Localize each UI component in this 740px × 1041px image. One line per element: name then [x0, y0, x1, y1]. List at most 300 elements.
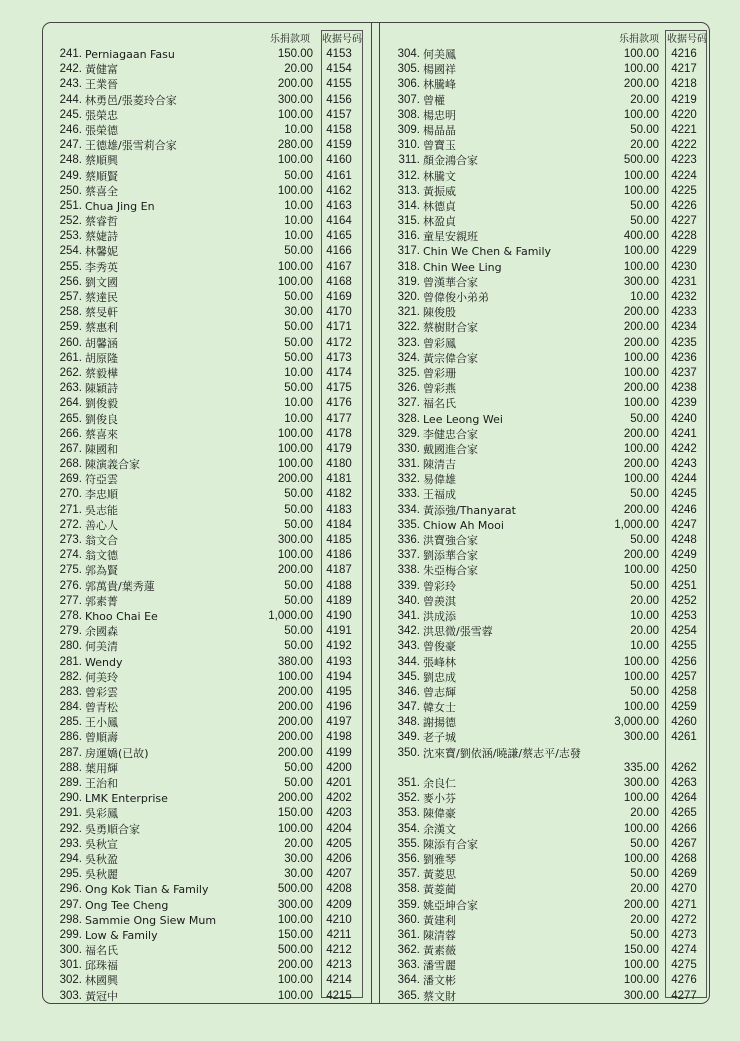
- receipt-number: 4257: [671, 670, 697, 683]
- receipt-number: 4262: [671, 761, 697, 774]
- receipt-number: 4259: [671, 701, 697, 714]
- donation-amount: 200.00: [277, 792, 313, 805]
- receipt-number: 4243: [671, 458, 697, 471]
- donor-name: 蔡順賢: [85, 169, 118, 183]
- receipt-number: 4226: [671, 199, 697, 212]
- item-number: 260.: [59, 336, 82, 349]
- list-item: [387, 973, 706, 988]
- receipt-number: 4248: [671, 534, 697, 546]
- item-number: 336.: [397, 534, 420, 546]
- item-number: 312.: [397, 169, 420, 182]
- list-item: [387, 169, 706, 184]
- donor-name: 余國森: [85, 625, 118, 639]
- donation-amount: 1,000.00: [614, 518, 659, 531]
- receipt-number: 4186: [326, 549, 352, 562]
- donation-amount: 20.00: [630, 139, 659, 152]
- donation-amount: 50.00: [630, 928, 659, 941]
- right-receipt-header: 收据号码: [667, 34, 707, 45]
- list-item: [49, 290, 367, 305]
- list-item: [49, 579, 367, 594]
- donation-amount: 20.00: [630, 913, 659, 926]
- item-number: 341.: [397, 609, 420, 622]
- list-item: [387, 806, 706, 821]
- item-number: 348.: [397, 716, 420, 729]
- donation-amount: 200.00: [623, 306, 659, 319]
- donation-amount: 50.00: [630, 837, 659, 850]
- left-donor-list: [49, 47, 367, 1004]
- donor-name: 蔡文財: [423, 989, 456, 1003]
- donation-amount: 10.00: [284, 412, 313, 425]
- receipt-number: 4183: [326, 503, 352, 516]
- item-number: 309.: [397, 123, 420, 136]
- donation-amount: 50.00: [284, 640, 313, 653]
- donation-amount: 150.00: [623, 944, 659, 957]
- donation-amount: 50.00: [630, 868, 659, 881]
- receipt-number: 4174: [326, 366, 352, 379]
- item-number: 266.: [59, 427, 82, 440]
- donor-name: 蔡喜來: [85, 427, 118, 441]
- list-item: [49, 563, 367, 578]
- donor-name: 王小鳳: [85, 716, 118, 730]
- list-item: [387, 123, 706, 138]
- donor-name: 林德貞: [423, 199, 456, 213]
- list-item: [49, 305, 367, 320]
- donation-amount: 200.00: [623, 321, 659, 334]
- receipt-number: 4268: [671, 852, 697, 865]
- item-number: 269.: [59, 473, 82, 486]
- column-divider: [371, 22, 380, 1004]
- receipt-number: 4270: [671, 883, 697, 896]
- donation-amount: 200.00: [623, 78, 659, 91]
- donation-amount: 50.00: [630, 685, 659, 698]
- donation-amount: 100.00: [623, 169, 659, 182]
- donation-amount: 50.00: [284, 291, 313, 303]
- list-item: [387, 928, 706, 943]
- item-number: 243.: [59, 78, 82, 91]
- donor-name: 麥小芬: [423, 792, 456, 806]
- item-number: 288.: [59, 761, 82, 774]
- item-number: 257.: [59, 291, 82, 303]
- receipt-number: 4185: [326, 534, 352, 546]
- item-number: 256.: [59, 275, 82, 288]
- donation-amount: 100.00: [277, 184, 313, 197]
- receipt-number: 4181: [326, 473, 352, 486]
- list-item: [387, 670, 706, 685]
- donor-name: 曾彩雲: [85, 685, 118, 699]
- list-item: [49, 730, 367, 745]
- list-item: [49, 685, 367, 700]
- donor-name: 劉俊毅: [85, 397, 118, 411]
- donation-amount: 300.00: [277, 534, 313, 546]
- receipt-number: 4156: [326, 93, 352, 106]
- donor-name: Ong Kok Tian & Family: [85, 883, 209, 897]
- item-number: 330.: [397, 442, 420, 455]
- receipt-number: 4265: [671, 807, 697, 820]
- donor-name: 姚亞坤合家: [423, 898, 478, 912]
- donation-amount: 500.00: [277, 944, 313, 957]
- item-number: 278.: [59, 609, 82, 622]
- item-number: 333.: [397, 488, 420, 501]
- receipt-number: 4276: [671, 974, 697, 987]
- list-item: [49, 715, 367, 730]
- donor-name: 黃菱蔺: [423, 883, 456, 897]
- donation-amount: 20.00: [630, 93, 659, 106]
- donation-amount: 10.00: [630, 640, 659, 653]
- list-item: [387, 138, 706, 153]
- donation-amount: 50.00: [630, 199, 659, 212]
- item-number: 332.: [397, 473, 420, 486]
- donor-name: 曾權: [423, 93, 445, 107]
- item-number: 282.: [59, 670, 82, 683]
- donor-name: Lee Leong Wei: [423, 412, 503, 426]
- item-number: 271.: [59, 503, 82, 516]
- list-item: [387, 898, 706, 913]
- receipt-number: 4229: [671, 245, 697, 258]
- list-item: [387, 685, 706, 700]
- donation-amount: 100.00: [623, 184, 659, 197]
- receipt-number: 4224: [671, 169, 697, 182]
- list-item: [387, 579, 706, 594]
- donation-amount: 100.00: [277, 974, 313, 987]
- donor-name: 黃冠中: [85, 989, 118, 1003]
- right-amount-header: 乐捐款项: [619, 34, 659, 45]
- donor-name: 李健忠合家: [423, 427, 478, 441]
- donation-amount: 1,000.00: [268, 609, 313, 622]
- receipt-number: 4230: [671, 260, 697, 273]
- donor-name: 洪寶強合家: [423, 534, 478, 547]
- donor-name: 黃素薇: [423, 944, 456, 958]
- receipt-number: 4239: [671, 397, 697, 410]
- receipt-number: 4203: [326, 807, 352, 820]
- list-item: [387, 199, 706, 214]
- donation-amount: 100.00: [277, 458, 313, 471]
- donation-amount: 50.00: [284, 169, 313, 182]
- donor-name: 顏金鴻合家: [423, 154, 478, 168]
- donor-name: 蔡睿哲: [85, 215, 118, 229]
- donation-amount: 50.00: [284, 336, 313, 349]
- receipt-number: 4168: [326, 275, 352, 288]
- donor-name: 郭萬貴/葉秀蓮: [85, 579, 155, 593]
- donor-name: 劉俊良: [85, 412, 118, 426]
- item-number: 355.: [397, 837, 420, 850]
- donation-amount: 3,000.00: [614, 716, 659, 729]
- list-item: [49, 47, 367, 62]
- donor-name: 陳國和: [85, 442, 118, 456]
- donor-name: 蔡樹財合家: [423, 321, 478, 335]
- receipt-number: 4198: [326, 731, 352, 744]
- donation-amount: 300.00: [623, 731, 659, 744]
- item-number: 300.: [59, 944, 82, 957]
- list-item: [387, 229, 706, 244]
- item-number: 274.: [59, 549, 82, 562]
- donor-name: 王治和: [85, 777, 118, 790]
- donor-name: 黃添強/Thanyarat: [423, 503, 516, 517]
- donor-name: 林盈貞: [423, 215, 456, 229]
- list-item: [49, 776, 367, 791]
- receipt-number: 4236: [671, 351, 697, 364]
- receipt-number: 4246: [671, 503, 697, 516]
- donor-name: 林國興: [85, 974, 118, 988]
- donor-name: 曾志輝: [423, 685, 456, 699]
- receipt-number: 4253: [671, 609, 697, 622]
- donor-name: 蔡毅樺: [85, 366, 118, 380]
- receipt-number: 4190: [326, 609, 352, 622]
- donation-amount: 10.00: [284, 215, 313, 228]
- donor-name: 吳秋宣: [85, 837, 118, 851]
- list-item: [49, 260, 367, 275]
- item-number: 250.: [59, 184, 82, 197]
- donation-amount: 150.00: [277, 48, 313, 60]
- donation-amount: 20.00: [630, 594, 659, 607]
- item-number: 301.: [59, 959, 82, 972]
- donation-amount: 50.00: [284, 503, 313, 516]
- donor-name: 郭為賢: [85, 564, 118, 578]
- list-item: [387, 594, 706, 609]
- donation-amount: 500.00: [277, 883, 313, 896]
- donation-amount: 200.00: [277, 959, 313, 972]
- receipt-number: 4267: [671, 837, 697, 850]
- item-number: 247.: [59, 139, 82, 152]
- donation-amount: 100.00: [277, 154, 313, 167]
- donor-name: 陳清蓉: [423, 928, 456, 942]
- list-item: [387, 563, 706, 578]
- item-number: 322.: [397, 321, 420, 334]
- item-number: 306.: [397, 78, 420, 91]
- donor-name: 曾羨淇: [423, 594, 456, 608]
- donor-name: Chin Wee Ling: [423, 260, 502, 274]
- item-number: 267.: [59, 442, 82, 455]
- donor-name: 童星安親班: [423, 230, 478, 244]
- donation-amount: 50.00: [284, 594, 313, 607]
- donation-amount: 100.00: [623, 442, 659, 455]
- item-number: 279.: [59, 625, 82, 638]
- receipt-number: 4263: [671, 777, 697, 790]
- donation-amount: 200.00: [277, 731, 313, 744]
- item-number: 263.: [59, 382, 82, 395]
- receipt-number: 4188: [326, 579, 352, 592]
- donation-amount: 100.00: [623, 245, 659, 258]
- donation-amount: 50.00: [630, 123, 659, 136]
- list-item: [387, 93, 706, 108]
- item-number: 331.: [397, 458, 420, 471]
- item-number: 352.: [397, 792, 420, 805]
- donation-amount: 50.00: [630, 488, 659, 501]
- list-item: [387, 77, 706, 92]
- receipt-number: 4233: [671, 306, 697, 319]
- item-number: 296.: [59, 883, 82, 896]
- receipt-number: 4189: [326, 594, 352, 607]
- item-number: 248.: [59, 154, 82, 167]
- receipt-number: 4258: [671, 685, 697, 698]
- receipt-number: 4273: [671, 928, 697, 941]
- donor-name: Low & Family: [85, 928, 158, 942]
- item-number: 295.: [59, 868, 82, 881]
- donation-amount: 20.00: [630, 883, 659, 896]
- donation-amount: 300.00: [277, 93, 313, 106]
- list-item: [387, 336, 706, 351]
- receipt-number: 4195: [326, 685, 352, 698]
- donor-name: Ong Tee Cheng: [85, 898, 169, 912]
- donation-amount: 100.00: [623, 655, 659, 668]
- receipt-number: 4220: [671, 108, 697, 121]
- donor-name: Perniagaan Fasu: [85, 48, 175, 61]
- receipt-number: 4237: [671, 366, 697, 379]
- donor-name: 黃健富: [85, 63, 118, 77]
- donor-name: 劉添華合家: [423, 549, 478, 563]
- donor-name: 蔡順興: [85, 154, 118, 168]
- donor-name: 吳秋盈: [85, 852, 118, 866]
- donor-name: 何美玲: [85, 670, 118, 684]
- list-item: [49, 442, 367, 457]
- receipt-number: 4272: [671, 913, 697, 926]
- item-number: 264.: [59, 397, 82, 410]
- item-number: 325.: [397, 366, 420, 379]
- list-item: [387, 108, 706, 123]
- item-number: 270.: [59, 488, 82, 501]
- receipt-number: 4250: [671, 564, 697, 577]
- list-item: [49, 336, 367, 351]
- donor-name: 陳俊殷: [423, 306, 456, 320]
- list-item: [49, 852, 367, 867]
- receipt-number: 4231: [671, 275, 697, 288]
- list-item: [387, 214, 706, 229]
- receipt-number: 4261: [671, 731, 697, 744]
- donation-amount: 400.00: [623, 230, 659, 243]
- donor-name: 楊忠明: [423, 108, 456, 122]
- item-number: 320.: [397, 291, 420, 303]
- donation-amount: 50.00: [630, 579, 659, 592]
- donation-amount: 100.00: [623, 701, 659, 714]
- item-number: 346.: [397, 685, 420, 698]
- item-number: 304.: [397, 48, 420, 60]
- list-item: [49, 457, 367, 472]
- item-number: 255.: [59, 260, 82, 273]
- donation-amount: 100.00: [623, 822, 659, 835]
- donor-name: 劉雅琴: [423, 852, 456, 866]
- donation-amount: 200.00: [277, 685, 313, 698]
- donation-amount: 200.00: [623, 382, 659, 395]
- donation-amount: 10.00: [284, 199, 313, 212]
- donor-name: 蔡婕詩: [85, 230, 118, 244]
- list-item: [387, 746, 706, 776]
- donation-amount: 100.00: [623, 670, 659, 683]
- receipt-number: 4165: [326, 230, 352, 243]
- donor-name: 邱珠福: [85, 959, 118, 973]
- receipt-number: 4255: [671, 640, 697, 653]
- donor-name: 葉用輝: [85, 761, 118, 775]
- list-item: [387, 244, 706, 259]
- receipt-number: 4193: [326, 655, 352, 668]
- receipt-number: 4222: [671, 139, 697, 152]
- item-number: 291.: [59, 807, 82, 820]
- donor-name: 王福成: [423, 488, 456, 502]
- donor-name: 林馨妮: [85, 245, 118, 259]
- receipt-number: 4249: [671, 549, 697, 562]
- donor-name: 潘雪麗: [423, 959, 456, 973]
- list-item: [49, 655, 367, 670]
- receipt-number: 4173: [326, 351, 352, 364]
- list-item: [49, 609, 367, 624]
- donor-name: 余良仁: [423, 777, 456, 791]
- item-number: 253.: [59, 230, 82, 243]
- item-number: 302.: [59, 974, 82, 987]
- list-item: [49, 153, 367, 168]
- donation-amount: 100.00: [623, 564, 659, 577]
- receipt-number: 4215: [326, 989, 352, 1002]
- list-item: [387, 776, 706, 791]
- list-item: [387, 503, 706, 518]
- item-number: 299.: [59, 928, 82, 941]
- donor-name: 黃振威: [423, 184, 456, 198]
- item-number: 361.: [397, 928, 420, 941]
- list-item: [49, 93, 367, 108]
- donation-amount: 10.00: [284, 230, 313, 243]
- receipt-number: 4172: [326, 336, 352, 349]
- donor-name: 林騰峰: [423, 78, 456, 92]
- receipt-number: 4275: [671, 959, 697, 972]
- receipt-number: 4218: [671, 78, 697, 91]
- list-item: [49, 229, 367, 244]
- list-item: [49, 898, 367, 913]
- item-number: 252.: [59, 215, 82, 228]
- donor-name: 李秀英: [85, 260, 118, 274]
- receipt-number: 4247: [671, 518, 697, 531]
- list-item: [387, 412, 706, 427]
- item-number: 359.: [397, 898, 420, 911]
- donor-name: 楊晶晶: [423, 123, 456, 137]
- donor-name: Wendy: [85, 655, 123, 669]
- donation-amount: 100.00: [277, 989, 313, 1002]
- item-number: 311.: [398, 154, 420, 167]
- item-number: 326.: [397, 382, 420, 395]
- donor-name: 曾寶玉: [423, 139, 456, 153]
- receipt-number: 4225: [671, 184, 697, 197]
- receipt-number: 4209: [326, 898, 352, 911]
- donation-amount: 200.00: [277, 473, 313, 486]
- donor-name: 張榮忠: [85, 108, 118, 122]
- donor-name: 蔡惠利: [85, 321, 118, 335]
- item-number: 251.: [59, 199, 82, 212]
- item-number: 345.: [397, 670, 420, 683]
- item-number: 357.: [397, 868, 420, 881]
- donation-amount: 100.00: [277, 260, 313, 273]
- item-number: 362.: [397, 944, 420, 957]
- donor-name: 蔡達民: [85, 291, 118, 304]
- list-item: [49, 867, 367, 882]
- donation-amount: 100.00: [623, 397, 659, 410]
- receipt-number: 4170: [326, 306, 352, 319]
- receipt-number: 4157: [326, 108, 352, 121]
- donor-name: 易偉雄: [423, 473, 456, 487]
- item-number: 298.: [59, 913, 82, 926]
- donation-amount: 100.00: [623, 48, 659, 60]
- list-item: [49, 123, 367, 138]
- list-item: [387, 518, 706, 533]
- donation-amount: 335.00: [623, 761, 659, 774]
- donor-name: 福名氏: [423, 397, 456, 411]
- receipt-number: 4159: [326, 139, 352, 152]
- donor-name: 善心人: [85, 518, 118, 532]
- donor-name: 余漢文: [423, 822, 456, 836]
- list-item: [49, 791, 367, 806]
- item-number: 273.: [59, 534, 82, 546]
- item-number: 277.: [59, 594, 82, 607]
- donor-name: 曾俊豪: [423, 640, 456, 654]
- receipt-number: 4187: [326, 564, 352, 577]
- donor-name: 福名氏: [85, 944, 118, 958]
- item-number: 329.: [397, 427, 420, 440]
- donor-name: 韓女士: [423, 701, 456, 715]
